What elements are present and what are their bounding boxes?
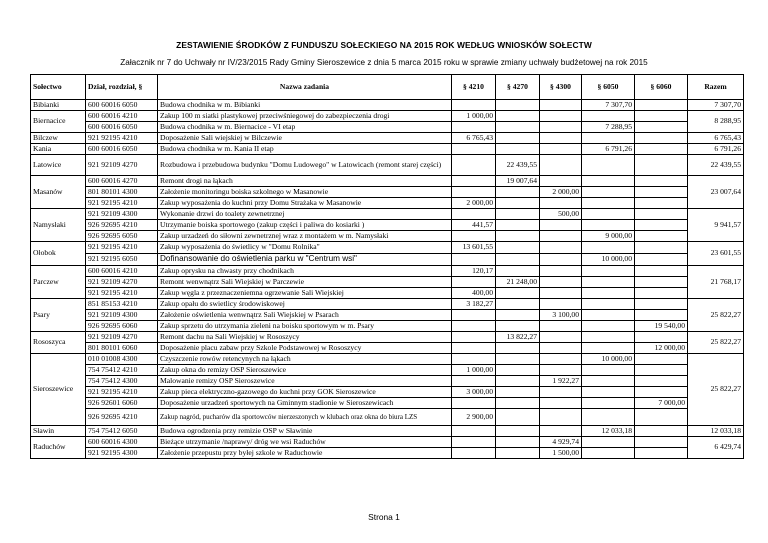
amount-4210	[452, 426, 496, 437]
amount-4210	[452, 332, 496, 343]
table-row	[31, 448, 744, 459]
task-name: Doposażenie urzadzeń sportowych na Gminnym stadionie w Sieroszewicach	[158, 398, 452, 409]
task-name: Zakup wyposażenia do kuchni przy Domu Strażaka w Masanowie	[158, 198, 452, 209]
table-row	[31, 398, 744, 409]
task-name: Budowa chodnika w m. Biernacice - VI etap	[158, 122, 452, 133]
village-total: 25 822,27	[688, 299, 744, 332]
amount-6060	[635, 100, 688, 111]
amount-6050	[582, 220, 635, 231]
task-name: Zakup okna do remizy OSP Sieroszewice	[158, 365, 452, 376]
amount-4210	[452, 209, 496, 220]
amount-4300	[540, 133, 582, 144]
amount-6050	[582, 176, 635, 187]
amount-6060	[635, 122, 688, 133]
amount-6060	[635, 133, 688, 144]
amount-6060	[635, 354, 688, 365]
amount-6060	[635, 155, 688, 176]
amount-4210	[452, 187, 496, 198]
task-name: Doposażenie placu zabaw przy Szkole Podstawowej w Rososzycy	[158, 343, 452, 354]
budget-code: 921 92195 4210	[86, 242, 158, 254]
village-total: 7 307,70	[688, 100, 744, 111]
budget-code: 921 92195 4210	[86, 198, 158, 209]
table-body	[31, 100, 744, 459]
table-row	[31, 209, 744, 220]
amount-4210	[452, 437, 496, 448]
amount-4270	[496, 231, 540, 242]
amount-6060	[635, 254, 688, 266]
amount-4270	[496, 354, 540, 365]
village-name: Bibianki	[31, 100, 86, 111]
village-name: Raduchów	[31, 437, 86, 459]
amount-4270	[496, 409, 540, 426]
amount-6060	[635, 310, 688, 321]
amount-4270	[496, 426, 540, 437]
header-razem: Razem	[688, 75, 744, 100]
table-row	[31, 176, 744, 187]
task-name: Budowa ogrodzenia przy remizie OSP w Sławinie	[158, 426, 452, 437]
amount-4300	[540, 354, 582, 365]
table-row	[31, 376, 744, 387]
amount-6060	[635, 209, 688, 220]
amount-6050: 9 000,00	[582, 231, 635, 242]
header-4210: § 4210	[452, 75, 496, 100]
village-total: 9 941,57	[688, 209, 744, 242]
amount-6050	[582, 387, 635, 398]
header-6060: § 6060	[635, 75, 688, 100]
amount-6060	[635, 426, 688, 437]
table-row	[31, 231, 744, 242]
village-total: 23 601,55	[688, 242, 744, 266]
amount-6050	[582, 332, 635, 343]
budget-code: 600 60016 4300	[86, 437, 158, 448]
amount-4300	[540, 299, 582, 310]
amount-6050: 7 307,70	[582, 100, 635, 111]
amount-4210: 13 601,55	[452, 242, 496, 254]
table-row	[31, 437, 744, 448]
amount-6050	[582, 310, 635, 321]
amount-4210: 2 900,00	[452, 409, 496, 426]
header-4270: § 4270	[496, 75, 540, 100]
village-total: 25 822,27	[688, 354, 744, 426]
table-row	[31, 310, 744, 321]
village-total: 21 768,17	[688, 266, 744, 299]
amount-6050	[582, 209, 635, 220]
table-row	[31, 365, 744, 376]
amount-6060	[635, 409, 688, 426]
amount-4270	[496, 111, 540, 122]
amount-4300	[540, 254, 582, 266]
header-nazwa: Nazwa zadania	[158, 75, 452, 100]
amount-4210	[452, 122, 496, 133]
amount-4300	[540, 398, 582, 409]
amount-6050	[582, 277, 635, 288]
amount-6050	[582, 242, 635, 254]
document-subtitle: Załacznik nr 7 do Uchwały nr IV/23/2015 Rady Gminy Sieroszewice z dnia 5 marca 2015 roku w sprawie zmiany uchwały budżetowej na rok 2015	[120, 58, 648, 67]
amount-6060	[635, 448, 688, 459]
village-name: Parczew	[31, 266, 86, 299]
amount-6050	[582, 376, 635, 387]
amount-4270	[496, 365, 540, 376]
amount-6050: 7 288,95	[582, 122, 635, 133]
amount-4300: 1 500,00	[540, 448, 582, 459]
budget-code: 801 80101 6060	[86, 343, 158, 354]
amount-4270	[496, 198, 540, 209]
task-name: Bieżące utrzymanie /naprawy/ dróg we wsi Raduchów	[158, 437, 452, 448]
task-name: Remont drogi na łąkach	[158, 176, 452, 187]
table-row	[31, 426, 744, 437]
amount-4210: 400,00	[452, 288, 496, 299]
amount-6050	[582, 409, 635, 426]
amount-6050: 10 000,00	[582, 354, 635, 365]
amount-6050	[582, 321, 635, 332]
task-name: Zakup węgla z przeznaczeniemna ogrzewanie Sali Wiejskiej	[158, 288, 452, 299]
amount-4300	[540, 288, 582, 299]
amount-4270	[496, 448, 540, 459]
budget-code: 600 60016 4270	[86, 176, 158, 187]
village-name: Latowice	[31, 155, 86, 176]
task-name: Zakup urzadzeń do siłowni zewnetrznej wraz z montażem w m. Namysłaki	[158, 231, 452, 242]
amount-4210: 6 765,43	[452, 133, 496, 144]
task-name: Zakup sprzetu do utrzymania zieleni na boisku sportowym w m. Psary	[158, 321, 452, 332]
document-title: ZESTAWIENIE ŚRODKÓW Z FUNDUSZU SOŁECKIEGO NA 2015 ROK WEDŁUG WNIOSKÓW SOŁECTW	[176, 40, 592, 50]
budget-code: 010 01008 4300	[86, 354, 158, 365]
task-name: Wykonanie drzwi do toalety zewnetrznej	[158, 209, 452, 220]
village-total: 22 439,55	[688, 155, 744, 176]
table-row	[31, 254, 744, 266]
village-name: Bilczew	[31, 133, 86, 144]
amount-4300	[540, 231, 582, 242]
table-row	[31, 332, 744, 343]
village-name: Sieroszewice	[31, 354, 86, 426]
task-name: Utrzymanie boiska sportowego (zakup części i paliwa do kosiarki )	[158, 220, 452, 231]
amount-6060: 12 000,00	[635, 343, 688, 354]
amount-4210: 3 182,27	[452, 299, 496, 310]
amount-4300	[540, 266, 582, 277]
amount-4270	[496, 187, 540, 198]
village-total: 6 791,26	[688, 144, 744, 155]
village-total: 8 288,95	[688, 111, 744, 133]
amount-4270	[496, 310, 540, 321]
amount-4300	[540, 365, 582, 376]
amount-4270	[496, 437, 540, 448]
amount-4210	[452, 254, 496, 266]
amount-6050	[582, 299, 635, 310]
village-total: 12 033,18	[688, 426, 744, 437]
task-name: Doposażenie Sali wiejskiej w Bilczewie	[158, 133, 452, 144]
task-name: Budowa chodnika w m. Bibianki	[158, 100, 452, 111]
budget-code: 801 80101 4300	[86, 187, 158, 198]
amount-4300: 3 100,00	[540, 310, 582, 321]
amount-4270	[496, 220, 540, 231]
amount-6050	[582, 111, 635, 122]
task-name: Czyszczenie rowów retencynych na łąkach	[158, 354, 452, 365]
amount-6050	[582, 288, 635, 299]
table-row	[31, 100, 744, 111]
amount-4270	[496, 254, 540, 266]
amount-4300	[540, 111, 582, 122]
budget-code: 921 92109 4270	[86, 155, 158, 176]
budget-code: 921 92109 4300	[86, 209, 158, 220]
amount-4210	[452, 176, 496, 187]
amount-6060	[635, 376, 688, 387]
amount-6050	[582, 343, 635, 354]
task-name: Zakup opału do swietlicy środowiskowej	[158, 299, 452, 310]
amount-6060	[635, 277, 688, 288]
amount-6060	[635, 365, 688, 376]
amount-6060	[635, 332, 688, 343]
amount-6060	[635, 176, 688, 187]
village-name: Kania	[31, 144, 86, 155]
amount-6050: 10 000,00	[582, 254, 635, 266]
budget-code: 926 92695 6060	[86, 321, 158, 332]
amount-4300	[540, 387, 582, 398]
amount-4270: 19 007,64	[496, 176, 540, 187]
table-row	[31, 277, 744, 288]
amount-6050	[582, 437, 635, 448]
budget-code: 921 92109 4270	[86, 332, 158, 343]
village-name: Psary	[31, 299, 86, 332]
table-row	[31, 155, 744, 176]
village-name: Biernacice	[31, 111, 86, 133]
amount-4300	[540, 343, 582, 354]
amount-6060	[635, 144, 688, 155]
amount-6050	[582, 133, 635, 144]
budget-code: 926 92695 4210	[86, 220, 158, 231]
amount-4270	[496, 299, 540, 310]
village-total: 23 007,64	[688, 176, 744, 209]
amount-4300	[540, 332, 582, 343]
table-row	[31, 409, 744, 426]
amount-6060	[635, 242, 688, 254]
amount-4300: 4 929,74	[540, 437, 582, 448]
table-row	[31, 122, 744, 133]
amount-4300	[540, 242, 582, 254]
amount-4270: 22 439,55	[496, 155, 540, 176]
amount-4210	[452, 231, 496, 242]
amount-6050	[582, 365, 635, 376]
amount-6050	[582, 187, 635, 198]
amount-4210: 1 000,00	[452, 365, 496, 376]
table-row	[31, 187, 744, 198]
amount-4210	[452, 354, 496, 365]
amount-6050	[582, 398, 635, 409]
amount-4300	[540, 198, 582, 209]
amount-4300	[540, 155, 582, 176]
budget-code: 926 92695 6050	[86, 231, 158, 242]
table-row	[31, 111, 744, 122]
task-name: Zakup wyposażenia do świetlicy w "Domu Rolnika"	[158, 242, 452, 254]
amount-6060: 7 000,00	[635, 398, 688, 409]
amount-6060	[635, 198, 688, 209]
amount-6050	[582, 198, 635, 209]
budget-code: 926 92601 6060	[86, 398, 158, 409]
amount-4270: 13 822,27	[496, 332, 540, 343]
amount-4210	[452, 144, 496, 155]
budget-code: 851 85153 4210	[86, 299, 158, 310]
page-footer: Strona 1	[368, 512, 400, 522]
amount-4270: 21 248,00	[496, 277, 540, 288]
amount-4210: 1 000,00	[452, 111, 496, 122]
amount-6050: 12 033,18	[582, 426, 635, 437]
amount-4300	[540, 321, 582, 332]
header-4300: § 4300	[540, 75, 582, 100]
amount-4270	[496, 144, 540, 155]
budget-code: 600 60016 4210	[86, 266, 158, 277]
funds-table	[30, 74, 744, 459]
budget-code: 921 92109 4300	[86, 310, 158, 321]
amount-4210	[452, 321, 496, 332]
budget-code: 921 92195 4210	[86, 133, 158, 144]
amount-4270	[496, 266, 540, 277]
amount-4210	[452, 100, 496, 111]
table-row	[31, 354, 744, 365]
amount-4210: 3 000,00	[452, 387, 496, 398]
amount-4300: 500,00	[540, 209, 582, 220]
task-name: Rozbudowa i przebudowa budynku "Domu Ludowego" w Latowicach (remont starej części)	[158, 155, 452, 176]
amount-4300	[540, 277, 582, 288]
amount-6060	[635, 387, 688, 398]
amount-6060	[635, 437, 688, 448]
amount-4300	[540, 176, 582, 187]
amount-4300	[540, 100, 582, 111]
table-row	[31, 220, 744, 231]
budget-code: 754 75412 4210	[86, 365, 158, 376]
amount-4270	[496, 288, 540, 299]
budget-code: 921 92109 4270	[86, 277, 158, 288]
amount-4270	[496, 100, 540, 111]
task-name: Zakup pieca elektryczno-gazowego do kuchni przy GOK Sieroszewice	[158, 387, 452, 398]
amount-4300: 1 922,27	[540, 376, 582, 387]
budget-code: 600 60016 4210	[86, 111, 158, 122]
amount-4300	[540, 426, 582, 437]
amount-4300	[540, 409, 582, 426]
amount-4210	[452, 448, 496, 459]
amount-4270	[496, 133, 540, 144]
amount-6060	[635, 111, 688, 122]
budget-code: 926 92695 4210	[86, 409, 158, 426]
amount-4210: 120,17	[452, 266, 496, 277]
budget-code: 600 60016 6050	[86, 122, 158, 133]
task-name: Założenie monitoringu boiska szkolnego w Masanowie	[158, 187, 452, 198]
table-row	[31, 198, 744, 209]
amount-4210	[452, 376, 496, 387]
budget-code: 921 92195 6050	[86, 254, 158, 266]
amount-4270	[496, 321, 540, 332]
budget-code: 921 92195 4210	[86, 387, 158, 398]
task-name: Dofinansowanie do oświetlenia parku w "Centrum wsi"	[158, 254, 452, 266]
amount-4270	[496, 376, 540, 387]
task-name: Zakup 100 m siatki plastykowej przeciwśniegowej do zabezpieczenia drogi	[158, 111, 452, 122]
amount-4210	[452, 398, 496, 409]
table-row	[31, 288, 744, 299]
village-name: Sławin	[31, 426, 86, 437]
budget-code: 754 75412 4300	[86, 376, 158, 387]
village-name: Masanów	[31, 176, 86, 209]
village-total: 6 429,74	[688, 437, 744, 459]
header-6050: § 6050	[582, 75, 635, 100]
amount-6060	[635, 187, 688, 198]
amount-4270	[496, 398, 540, 409]
table-row	[31, 242, 744, 254]
task-name: Zakup oprysku na chwasty przy chodnikach	[158, 266, 452, 277]
amount-6060	[635, 231, 688, 242]
amount-6060: 19 540,00	[635, 321, 688, 332]
amount-4270	[496, 242, 540, 254]
task-name: Zakup nagród, pucharów dla sportowców nierzeszonych w klubach oraz okna do biura LZS	[158, 409, 452, 426]
table-row	[31, 266, 744, 277]
amount-6050: 6 791,26	[582, 144, 635, 155]
amount-4270	[496, 387, 540, 398]
task-name: Malowanie remizy OSP Sieroszewice	[158, 376, 452, 387]
amount-4270	[496, 343, 540, 354]
village-name: Rososzyca	[31, 332, 86, 354]
task-name: Założenie przepustu przy byłej szkole w Raduchowie	[158, 448, 452, 459]
amount-4270	[496, 209, 540, 220]
table-row	[31, 299, 744, 310]
budget-code: 921 92195 4300	[86, 448, 158, 459]
header-dzial: Dział, rozdział, §	[86, 75, 158, 100]
amount-6060	[635, 220, 688, 231]
amount-4300	[540, 220, 582, 231]
amount-4210: 441,57	[452, 220, 496, 231]
amount-6050	[582, 448, 635, 459]
amount-4210	[452, 343, 496, 354]
amount-4300	[540, 144, 582, 155]
task-name: Remont dachu na Sali Wiejskiej w Rososzycy	[158, 332, 452, 343]
amount-4210	[452, 155, 496, 176]
task-name: Budowa chodnika w m. Kania II etap	[158, 144, 452, 155]
amount-4300	[540, 122, 582, 133]
table-header-row	[31, 75, 744, 100]
amount-6060	[635, 299, 688, 310]
village-total: 25 822,27	[688, 332, 744, 354]
budget-code: 921 92195 4210	[86, 288, 158, 299]
village-name: Ołobok	[31, 242, 86, 266]
table-row	[31, 321, 744, 332]
amount-6050	[582, 155, 635, 176]
task-name: Remont wenwnątrz Sali Wiejskiej w Parczewie	[158, 277, 452, 288]
header-solectwo: Sołectwo	[31, 75, 86, 100]
budget-code: 600 60016 6050	[86, 100, 158, 111]
amount-6060	[635, 288, 688, 299]
table-row	[31, 144, 744, 155]
amount-4300: 2 000,00	[540, 187, 582, 198]
budget-code: 754 75412 6050	[86, 426, 158, 437]
village-total: 6 765,43	[688, 133, 744, 144]
amount-4270	[496, 122, 540, 133]
table-row	[31, 387, 744, 398]
budget-code: 600 60016 6050	[86, 144, 158, 155]
village-name: Namysłaki	[31, 209, 86, 242]
amount-6050	[582, 266, 635, 277]
task-name: Założenie oświetlenia wenwnątrz Sali Wiejskiej w Psarach	[158, 310, 452, 321]
table-row	[31, 133, 744, 144]
amount-4210	[452, 310, 496, 321]
amount-4210: 2 000,00	[452, 198, 496, 209]
table-row	[31, 343, 744, 354]
amount-4210	[452, 277, 496, 288]
amount-6060	[635, 266, 688, 277]
